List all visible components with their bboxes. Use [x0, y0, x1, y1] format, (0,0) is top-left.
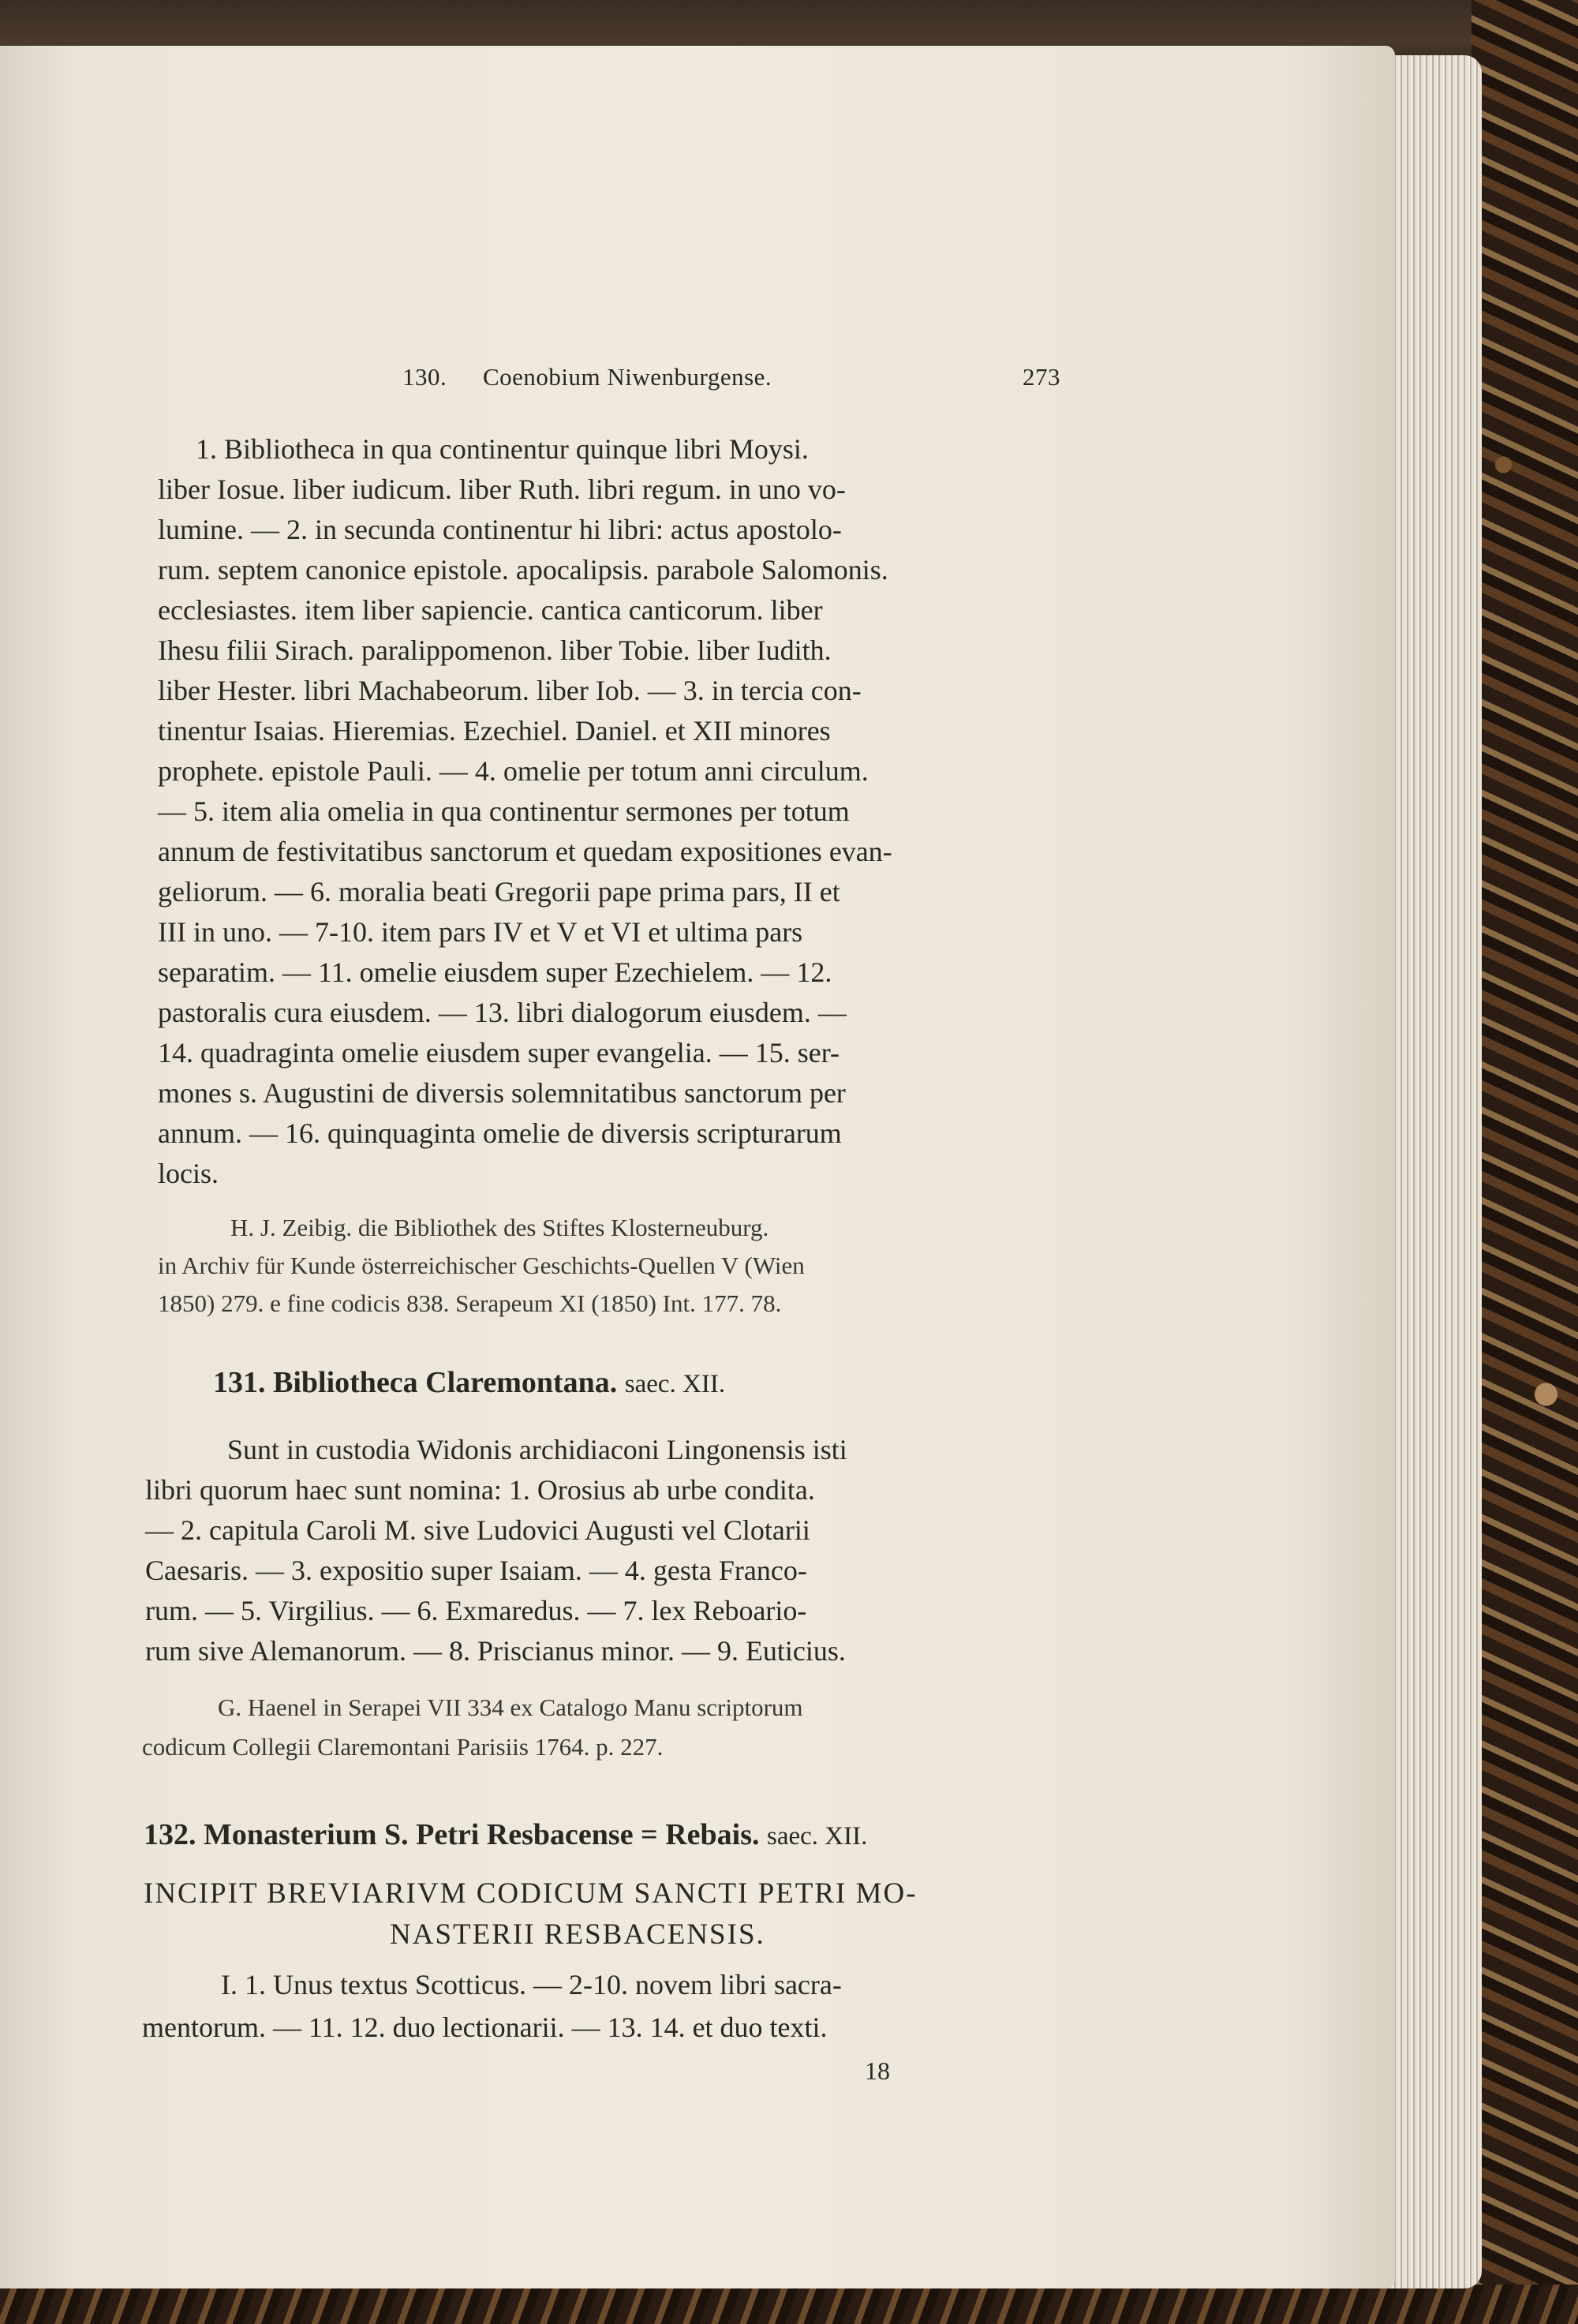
catalog-heading-line: INCIPIT BREVIARIVM CODICUM SANCTI PETRI MO- [144, 1877, 918, 1910]
body-line: pastoralis cura eiusdem. — 13. libri dialogorum eiusdem. — [158, 997, 847, 1028]
body-line: annum de festivitatibus sanctorum et quedam expositiones evan- [158, 836, 892, 867]
marbled-cover-bottom [0, 2285, 1578, 2324]
section-number: 132. [144, 1818, 196, 1851]
note-line: in Archiv für Kunde österreichischer Geschichts-Quellen V (Wien [158, 1252, 805, 1279]
body-line: — 5. item alia omelia in qua continentur sermones per totum [158, 795, 850, 827]
section-heading-132 [144, 1817, 867, 1852]
section-century: saec. XII. [624, 1370, 726, 1398]
body-line: tinentur Isaias. Hieremias. Ezechiel. Daniel. et XII minores [158, 715, 831, 747]
body-line: rum. — 5. Virgilius. — 6. Exmaredus. — 7. lex Reboario- [145, 1595, 807, 1626]
section-title: Monasterium S. Petri Resbacense = Rebais. [204, 1818, 760, 1851]
header-section-number: 130. [402, 363, 447, 391]
body-line: ecclesiastes. item liber sapiencie. cantica canticorum. liber [158, 594, 823, 626]
page-number: 273 [1023, 363, 1060, 391]
section-number: 131. [213, 1366, 266, 1399]
note-line: G. Haenel in Serapei VII 334 ex Catalogo Manu scriptorum [218, 1693, 803, 1721]
body-line: III in uno. — 7-10. item pars IV et V et VI et ultima pars [158, 916, 803, 948]
body-line: 14. quadraginta omelie eiusdem super evangelia. — 15. ser- [158, 1037, 839, 1068]
body-line: mones s. Augustini de diversis solemnitatibus sanctorum per [158, 1077, 846, 1109]
body-line: Ihesu filii Sirach. paralippomenon. liber Tobie. liber Iudith. [158, 634, 832, 666]
body-line: liber Hester. libri Machabeorum. liber Iob. — 3. in tercia con- [158, 675, 862, 706]
note-line: H. J. Zeibig. die Bibliothek des Stiftes Klosterneuburg. [230, 1214, 769, 1241]
note-line: 1850) 279. e fine codicis 838. Serapeum XI (1850) Int. 177. 78. [158, 1289, 782, 1317]
body-line: geliorum. — 6. moralia beati Gregorii pape prima pars, II et [158, 876, 840, 908]
book-page [0, 46, 1395, 2288]
body-line: annum. — 16. quinquaginta omelie de diversis scripturarum [158, 1117, 842, 1149]
body-line: locis. [158, 1158, 219, 1189]
section-title: Bibliotheca Claremontana. [273, 1366, 618, 1399]
body-line: — 2. capitula Caroli M. sive Ludovici Augusti vel Clotarii [145, 1514, 810, 1546]
body-line: liber Iosue. liber iudicum. liber Ruth. libri regum. in uno vo- [158, 473, 846, 505]
body-line: rum sive Alemanorum. — 8. Priscianus minor. — 9. Euticius. [145, 1635, 846, 1667]
body-line: mentorum. — 11. 12. duo lectionarii. — 13. 14. et duo texti. [142, 2012, 828, 2043]
body-line: libri quorum haec sunt nomina: 1. Orosius ab urbe condita. [145, 1474, 815, 1506]
section-heading-131 [213, 1365, 725, 1400]
body-line: Sunt in custodia Widonis archidiaconi Lingonensis isti [227, 1434, 847, 1465]
body-line: rum. septem canonice epistole. apocalipsis. parabole Salomonis. [158, 554, 888, 586]
section-century: saec. XII. [767, 1822, 868, 1851]
marbled-cover [1471, 0, 1578, 2324]
body-line: lumine. — 2. in secunda continentur hi libri: actus apostolo- [158, 514, 842, 545]
body-line: Caesaris. — 3. expositio super Isaiam. — 4. gesta Franco- [145, 1555, 807, 1586]
body-line: I. 1. Unus textus Scotticus. — 2-10. novem libri sacra- [221, 1969, 842, 2000]
signature-mark: 18 [865, 2056, 890, 2085]
body-line: separatim. — 11. omelie eiusdem super Ezechielem. — 12. [158, 956, 832, 988]
running-title: Coenobium Niwenburgense. [483, 363, 772, 391]
body-line: 1. Bibliotheca in qua continentur quinque libri Moysi. [196, 433, 809, 465]
catalog-heading-line: NASTERII RESBACENSIS. [390, 1918, 765, 1951]
body-line: prophete. epistole Pauli. — 4. omelie per totum anni circulum. [158, 755, 869, 787]
note-line: codicum Collegii Claremontani Parisiis 1764. p. 227. [142, 1733, 664, 1761]
